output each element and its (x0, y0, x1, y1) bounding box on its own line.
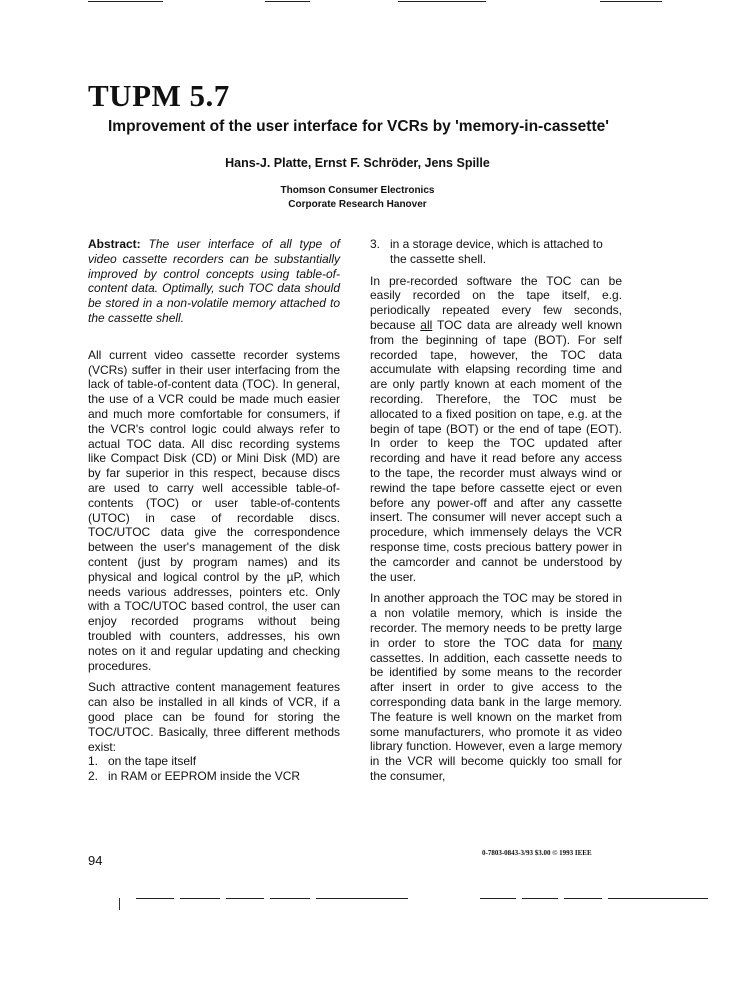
list-number: 3. (370, 237, 381, 251)
authors: Hans-J. Platte, Ernst F. Schröder, Jens Spille (225, 156, 490, 170)
method-list (88, 754, 340, 784)
bottom-rule (180, 898, 220, 899)
text-run: In another approach the TOC may be stored in a non volatile memory, which is inside the recorder. The memory needs to be pretty large in order to store the TOC data for (370, 591, 622, 650)
underlined-word: many (592, 635, 622, 650)
bottom-rule (316, 898, 408, 899)
affiliation (0, 184, 715, 212)
abstract-text: The user interface of all type of video cassette recorders can be substantially improved by control concepts using table-of-content data. Optimally, such TOC data should be stored in a non-volatile memory attached to the cassette shell. (88, 237, 340, 325)
text-run: TOC data are already well known from the beginning of tape (BOT). For self recorded tape, however, the TOC data accumulate with elapsing recording time and are only partly known at each moment of the recording. Therefore, the TOC must be allocated to a fixed position on tape, e.g. at the begin of tape (BOT) or the end of tape (EOT). In order to keep the TOC updated after recording and have it read before any access to the tape, the recorder must always wind or rewind the tape before cassette eject or even before any power-off and after any cassette insert. The consumer will never accept such a procedure, which immensely delays the VCR response time, costs precious battery power in the camcorder and cannot be understood by the user. (370, 317, 623, 584)
bottom-rule (522, 898, 558, 899)
affiliation-company: Thomson Consumer Electronics (280, 185, 435, 196)
paragraph: Such attractive content management features can also be installed in all kinds of VCR, if a good place can be found for storing the TOC/UTOC. Basically, three different methods exist: (88, 680, 340, 754)
left-column (88, 237, 340, 791)
top-rule-4 (600, 1, 662, 2)
bottom-tick (119, 898, 120, 910)
page-number: 94 (88, 853, 103, 868)
underlined-word: all (420, 317, 433, 332)
list-number: 2. (88, 769, 99, 784)
affiliation-dept: Corporate Research Hanover (288, 199, 427, 210)
top-rule-2 (265, 1, 310, 2)
method-list-continued (370, 237, 622, 267)
list-item (88, 769, 340, 784)
right-column (370, 237, 622, 791)
list-item (88, 754, 340, 769)
top-rule-3 (398, 1, 486, 2)
abstract (88, 237, 340, 326)
bottom-rule (226, 898, 264, 899)
top-rule-1 (88, 1, 163, 2)
list-item (370, 237, 622, 267)
text-run: cassettes. In addition, each cassette needs to be identified by some means to the recorder after insert in order to give access to the corresponding data bank in the large memory. The feature is well known on the market from some manufacturers, who promote it as video library function. However, even a large memory in the VCR will become quickly too small for the consumer, (370, 650, 622, 783)
bottom-rule (270, 898, 310, 899)
paragraph (370, 591, 622, 783)
list-number: 1. (88, 754, 99, 769)
bottom-rule (480, 898, 516, 899)
text-run: In pre-recorded software the TOC can be easily recorded on the tape itself, e.g. periodically repeated every few seconds, because (370, 273, 622, 332)
paper-title: Improvement of the user interface for VCRs by 'memory-in-cassette' (108, 118, 609, 135)
copyright-notice: 0-7803-0843-3/93 $3.00 © 1993 IEEE (482, 849, 592, 857)
bottom-rule (608, 898, 708, 899)
paragraph: All current video cassette recorder systems (VCRs) suffer in their user interfacing from the lack of table-of-content data (TOC). In general, the use of a VCR could be made much easier and much more comfortable for consumers, if the VCR's control logic could always refer to actual TOC data. All disc recording systems like Compact Disk (CD) or Mini Disk (MD) are by far superior in this respect, because discs are used to carry well accessible table-of-contents (TOC) or user table-of-contents (UTOC) in case of recordable discs. TOC/UTOC data give the correspondence between the user's management of the disk content (just by program names) and its physical and logical control by the µP, which needs various addresses, pointers etc. Only with a TOC/UTOC based control, the user can enjoy recorded programs without being troubled with counters, addresses, his own notes on it and regular updating and checking procedures. (88, 347, 340, 673)
paragraph (370, 274, 622, 585)
bottom-rule (136, 898, 174, 899)
list-text: on the tape itself (108, 754, 197, 769)
list-text: in RAM or EEPROM inside the VCR (108, 769, 301, 784)
bottom-rule (564, 898, 602, 899)
session-code: TUPM 5.7 (88, 78, 230, 113)
abstract-label: Abstract: (88, 237, 141, 251)
list-text: in a storage device, which is attached to the cassette shell. (390, 237, 603, 266)
